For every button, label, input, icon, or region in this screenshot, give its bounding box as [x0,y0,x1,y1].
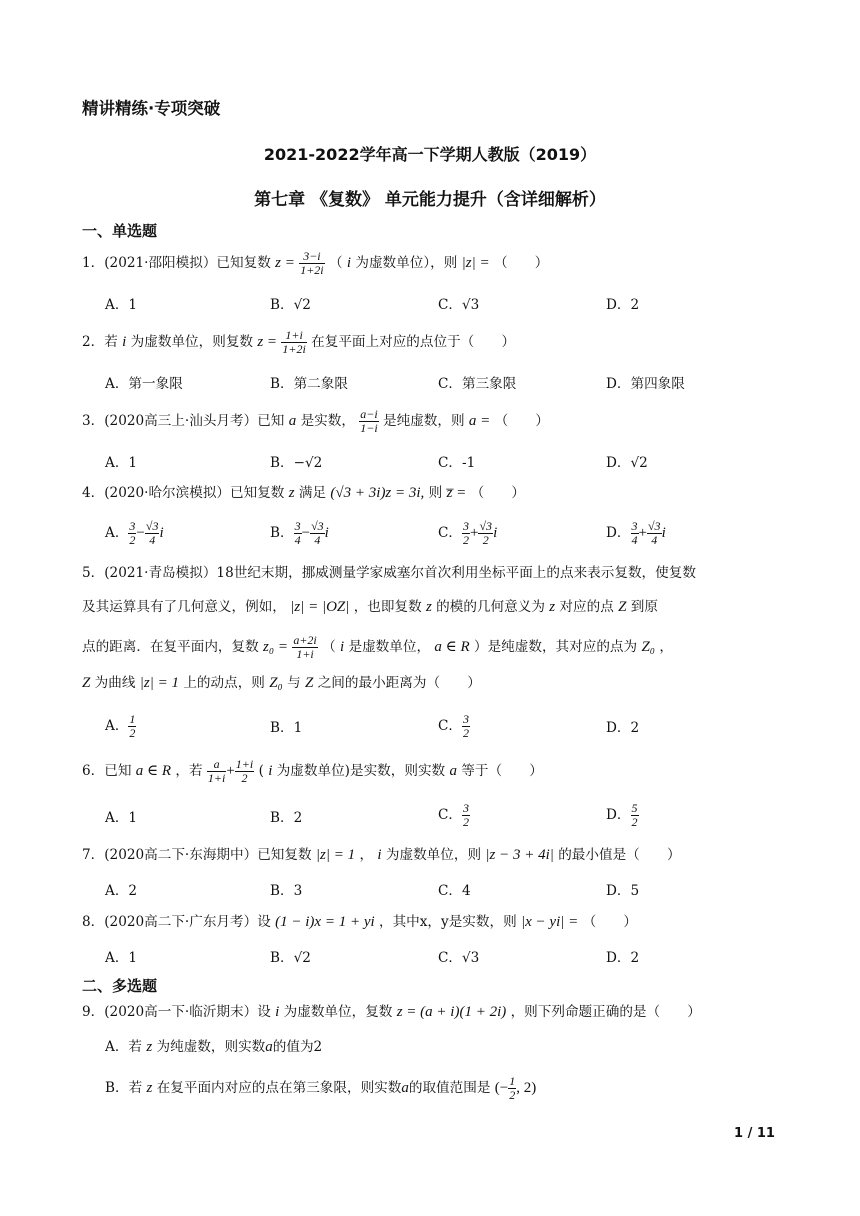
q1-fraction [299,250,324,277]
q6-d-den: 2 [631,815,638,829]
q4-c-d1: 2 [463,533,469,547]
q3-text: 是实数， [300,413,355,429]
q4-d-op: + [638,525,647,541]
q5-text: 为曲线 [94,675,136,691]
q6-text: ，若 [175,763,203,779]
q6-option-d [606,802,639,829]
q5-a-num: 1 [129,712,136,726]
q3-option-c: C．-1 [438,455,476,471]
q8-text: ，其中x，y是实数，则 [378,914,517,930]
q8-text: 8．(2020高二下·广东月考）设 [82,914,271,930]
q5-Z: Z [305,675,314,691]
q3-num: a−i [360,407,378,421]
q2-num: 1+i [281,329,306,343]
question-5-line2 [82,597,658,617]
q6-c-label: C． [438,807,462,823]
q7-text: 7．(2020高二下·东海期中）已知复数 [82,847,312,863]
q2-option-b: B．第二象限 [270,376,348,392]
q5-a-label: A． [105,718,129,734]
q4-b-d2: 4 [314,533,321,547]
question-2 [82,329,515,356]
q4-b-i: i [324,525,329,541]
q4-d-i: i [661,525,666,541]
q5-text: 之间的最小距离为（ ） [317,675,481,691]
q9-b-text: 在复平面内对应的点在第三象限，则实数 [156,1080,402,1096]
q7-text: 为虚数单位，则 [385,847,482,863]
doc-title-line1: 2021-2022学年高一下学期人教版（2019） [263,145,597,164]
q5-text: 对应的点 [559,599,614,615]
q4-d-n2: √3 [647,519,661,533]
q9-b-den: 2 [509,1088,516,1102]
q4-option-d [606,520,666,547]
q5-text: ，也即复数 [353,599,422,615]
q4-c-n2: √3 [479,519,493,533]
q2-den: 1+2i [282,342,306,356]
q3-a-eq: a = [468,413,491,429]
q7-option-b: B．3 [270,883,303,899]
q4-option-b [270,520,329,547]
q1-option-c: C．√3 [438,297,480,313]
q1-text: （ ） [493,255,549,271]
q8-option-b: B．√2 [270,950,311,966]
q1-option-d: D．2 [606,297,640,313]
q9-option-b [105,1075,536,1102]
q4-option-c [438,520,497,547]
q2-z: z = [257,334,278,350]
q4-b-n1: 3 [294,519,301,533]
q1-den: 1+2i [300,263,324,277]
q4-equation: (√3 + 3i)z = 3i, [330,485,425,501]
q4-a-n1: 3 [129,519,136,533]
q5-Z: Z [618,599,627,615]
q6-d1: 1+i [207,771,226,785]
q4-zbar: z̅ = [446,485,467,501]
q2-option-c: C．第三象限 [438,376,517,392]
q4-text: 4．(2020·哈尔滨模拟）已知复数 [82,485,285,501]
page-number: 1 / 11 [734,1126,775,1141]
q5-den: 1+i [296,647,314,661]
q7-text: ， [359,847,374,863]
q9-a: a [401,1080,409,1096]
doc-title-line2: 第七章 《复数》 单元能力提升（含详细解析） [254,190,606,210]
q2-i: i [122,334,127,350]
q1-i: i [346,255,352,271]
q5-a-in-r: a ∈ R [434,639,470,655]
q5-option-c [438,713,470,740]
question-6 [82,758,543,785]
question-7 [82,845,681,865]
q6-n1: a [207,758,226,772]
q1-z: z = [275,255,295,271]
q6-n2: 1+i [235,757,254,771]
q5-i: i [340,639,345,655]
question-3 [82,408,549,435]
q4-a-i: i [159,525,164,541]
q4-d-d2: 4 [651,533,658,547]
q5-a-den: 2 [129,726,136,740]
q3-text: 3．(2020高三上·汕头月考）已知 [82,413,285,429]
q6-a: a [449,763,457,779]
q5-Z: Z [82,675,91,691]
q6-a-in-r: a ∈ R [135,763,172,779]
q1-num: 3−i [299,250,324,264]
q5-option-b: B．1 [270,720,303,736]
section-multiple-choice: 二、多选题 [82,977,158,995]
q9-text: 9．(2020高一下·临沂期末）设 [82,1004,271,1020]
q4-d-d1: 4 [631,533,638,547]
q4-c-n1: 3 [463,519,469,533]
q3-den: 1−i [360,421,378,435]
q4-text: （ ） [470,485,525,501]
q6-fraction-1 [207,758,226,785]
q4-b-op: − [301,525,311,541]
q6-text: 6．已知 [82,763,132,779]
q1-option-a: A．1 [105,297,138,313]
q4-d-n1: 3 [631,519,638,533]
q4-text: 满足 [298,485,327,501]
q4-b-d1: 4 [294,533,301,547]
q4-text: 则 [428,485,443,501]
q6-option-a: A．1 [105,810,138,826]
q5-text: （ [322,639,336,655]
q9-a-text: A．若 [105,1039,143,1055]
q1-text: 1．(2021·邵阳模拟）已知复数 [82,255,271,271]
q4-b-label: B． [270,525,294,541]
q5-text: 是虚数单位， [348,639,431,655]
q9-b-text: B．若 [105,1080,143,1096]
q4-a-op: − [136,525,145,541]
q2-text: 为虚数单位，则复数 [130,334,254,350]
q6-i: i [268,763,273,779]
q5-Z0: Z₀ [641,639,656,655]
q2-text: 2．若 [82,334,118,350]
q2-option-a: A．第一象限 [105,376,183,392]
q5-option-a [105,713,136,740]
question-1 [82,250,548,277]
q3-fraction [359,408,378,435]
q9-text: 为虚数单位，复数 [283,1004,393,1020]
q6-option-b: B．2 [270,810,303,826]
q1-abs: |z| = [461,255,490,271]
q6-fraction-2 [235,758,254,785]
q6-d-num: 5 [631,801,638,815]
q5-text: 点的距离．在复平面内，复数 [82,639,259,655]
q4-option-a [105,520,164,547]
q6-text: ( [258,763,264,779]
q5-fraction [292,634,317,661]
q6-c-num: 3 [463,801,469,815]
q3-option-b: B．−√2 [270,455,323,471]
q7-option-c: C．4 [438,883,471,899]
q6-plus: + [226,763,235,779]
q9-b-interval-close: , 2) [516,1080,537,1096]
q6-text: 等于（ ） [461,763,543,779]
series-title: 精讲精练·专项突破 [82,99,221,118]
q4-a-label: A． [105,525,129,541]
q8-equation: (1 − i)x = 1 + yi [275,914,375,930]
q5-modulus: |z| = |OZ| [290,599,350,615]
q9-i: i [275,1004,280,1020]
q5-Z0: Z₀ [269,675,283,691]
q9-z: z [146,1039,153,1055]
question-5-line1: 5．(2021·青岛模拟）18世纪末期，挪威测量学家威塞尔首次利用坐标平面上的点来表示复数，使复数 [82,565,696,581]
q6-option-c [438,802,470,829]
q4-d-label: D． [606,525,631,541]
q8-expression: |x − yi| = [521,914,579,930]
q5-text: 的模的几何意义为 [436,599,545,615]
q9-option-a [105,1037,322,1057]
q7-modulus: |z| = 1 [315,847,356,863]
q5-text: ， [659,639,673,655]
q5-curve: |z| = 1 [139,675,179,691]
q3-text: 是纯虚数，则 [383,413,465,429]
q5-text: 上的动点，则 [183,675,265,691]
q4-c-i: i [493,525,498,541]
q4-a-d2: 4 [149,533,156,547]
q6-text: 为虚数单位)是实数，则实数 [276,763,446,779]
q1-option-b: B．√2 [270,297,311,313]
question-5-line4 [82,673,481,693]
q5-z0: z₀ = [263,639,288,655]
q4-c-label: C． [438,525,462,541]
q9-b-interval-open: (− [494,1080,509,1096]
q1-text: 为虚数单位），则 [355,255,458,271]
q4-a-n2: √3 [145,519,159,533]
q7-expression: |z − 3 + 4i| [485,847,554,863]
q7-option-a: A．2 [105,883,138,899]
q8-option-d: D．2 [606,950,640,966]
q3-option-a: A．1 [105,455,138,471]
q9-a: a [265,1039,273,1055]
q6-d-label: D． [606,807,631,823]
q9-b-num: 1 [509,1074,516,1088]
question-9 [82,1002,701,1022]
q9-z: z [146,1080,153,1096]
q5-z: z [426,599,432,615]
q1-text: （ [328,255,343,271]
q4-c-op: + [470,525,479,541]
q5-text: 到原 [630,599,658,615]
q3-option-d: D．√2 [606,455,648,471]
q4-c-d2: 2 [482,533,489,547]
q7-i: i [377,847,382,863]
q6-c-den: 2 [463,815,469,829]
q8-text: （ ） [582,914,637,930]
q5-text: 与 [287,675,301,691]
q2-option-d: D．第四象限 [606,376,685,392]
q7-option-d: D．5 [606,883,640,899]
q8-option-a: A．1 [105,950,138,966]
question-8 [82,912,637,932]
q4-b-n2: √3 [311,519,324,533]
q2-fraction [281,329,306,356]
q7-text: 的最小值是（ ） [558,847,681,863]
q5-num: a+2i [293,633,317,647]
q3-text: （ ） [494,413,549,429]
section-single-choice: 一、单选题 [82,222,158,240]
q5-z: z [549,599,556,615]
q9-text: ，则下列命题正确的是（ ） [510,1004,701,1020]
q8-option-c: C．√3 [438,950,480,966]
q5-text: ）是纯虚数，其对应的点为 [474,639,638,655]
q5-text: 及其运算具有了几何意义，例如， [82,599,286,615]
q5-option-d: D．2 [606,720,640,736]
q5-c-num: 3 [463,712,469,726]
q5-c-den: 2 [463,726,469,740]
question-5-line3 [82,634,673,661]
question-4 [82,483,525,503]
q5-c-label: C． [438,718,462,734]
q4-z: z [288,485,295,501]
q9-b-text: 的取值范围是 [408,1080,491,1096]
q9-equation: z = (a + i)(1 + 2i) [396,1004,507,1020]
q4-a-d1: 2 [129,533,136,547]
q9-a-text: 的值为2 [272,1039,323,1055]
q3-a: a [288,413,297,429]
q6-d2: 2 [241,771,248,785]
q9-a-text: 为纯虚数，则实数 [156,1039,266,1055]
q2-text: 在复平面上对应的点位于（ ） [311,334,516,350]
